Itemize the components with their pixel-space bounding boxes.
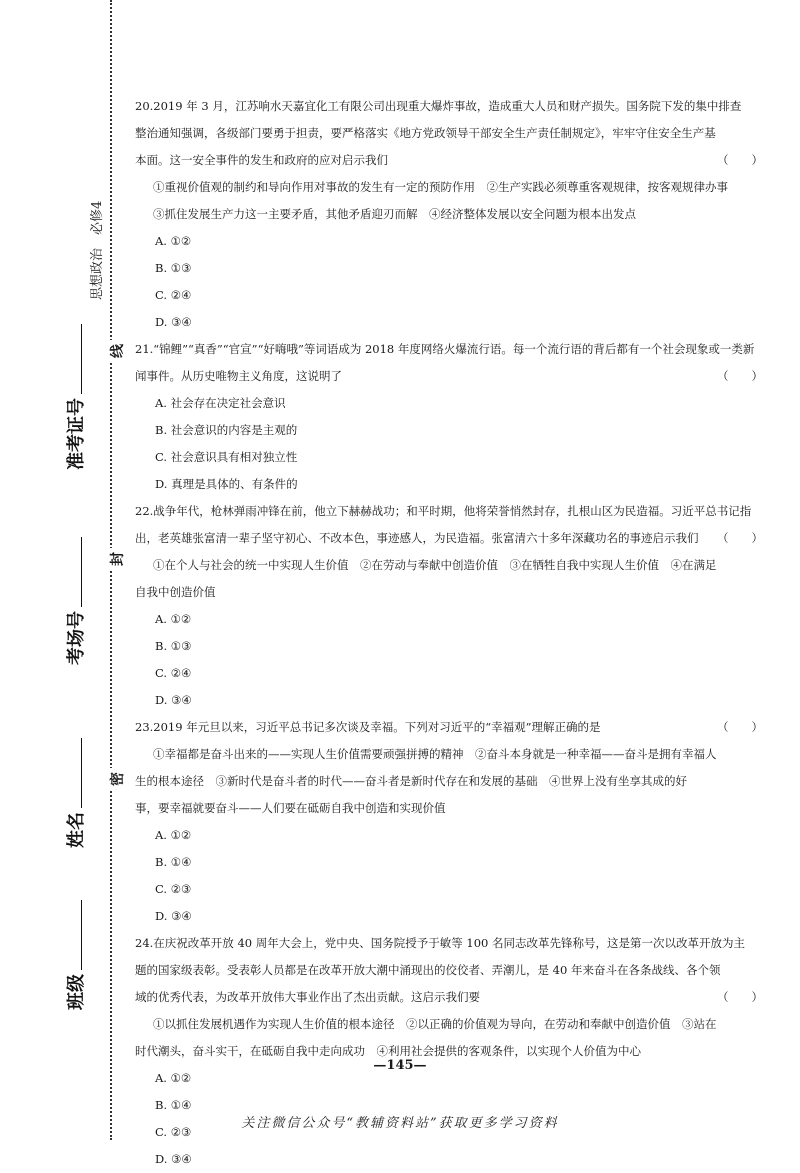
class-field[interactable] — [62, 900, 88, 1010]
option-d[interactable]: D. ③④ — [155, 693, 192, 707]
question-text: 21.“锦鲤”“真香”“官宣”“好嗨哦”等词语成为 2018 年度网络火爆流行语。每一个流行语的背后都有一个社会现象或一类新 — [135, 342, 755, 356]
options — [135, 822, 775, 930]
binding-dotted-line — [110, 0, 112, 1140]
answer-bracket[interactable]: （ ） — [717, 990, 763, 1004]
class-blank[interactable] — [81, 900, 82, 970]
answer-bracket[interactable]: （ ） — [717, 153, 763, 167]
question-23 — [135, 714, 775, 930]
statement-line: ①以抓住发展机遇作为实现人生价值的根本途径 ②以正确的价值观为导向，在劳动和奉献中创造价值 ③站在 — [153, 1017, 717, 1031]
subject-label: 思想政治 必修4 — [90, 200, 105, 300]
options — [135, 228, 775, 336]
option-c[interactable]: C. ②③ — [155, 882, 192, 896]
question-text: 出，老英雄张富清一辈子坚守初心、不改本色，事迹感人，为民造福。张富清六十多年深藏功名的事迹启示我们 （ ） — [135, 525, 775, 552]
footer-note: 关注微信公众号“教辅资料站”获取更多学习资料 — [241, 1116, 559, 1131]
option-b[interactable]: B. ①③ — [155, 261, 192, 275]
exam-room-label: 考场号 — [66, 611, 87, 665]
options — [135, 390, 775, 498]
option-c[interactable]: C. ②③ — [155, 1125, 192, 1139]
ticket-number-field[interactable] — [62, 324, 88, 470]
option-c[interactable]: C. ②④ — [155, 288, 192, 302]
option-a[interactable]: A. ①② — [155, 612, 192, 626]
question-22 — [135, 498, 775, 714]
question-text: 24.在庆祝改革开放 40 周年大会上，党中央、国务院授予于敏等 100 名同志改革先锋称号，这是第一次以改革开放为主 — [135, 936, 745, 950]
statement-line: ①幸福都是奋斗出来的——实现人生价值需要顽强拼搏的精神 ②奋斗本身就是一种幸福——奋斗是拥有幸福人 — [153, 747, 717, 761]
exam-room-field[interactable] — [62, 537, 88, 665]
statement-line: ③抓住发展生产力这一主要矛盾，其他矛盾迎刃而解 ④经济整体发展以安全问题为根本出发点 — [153, 207, 636, 221]
statement-line: ①在个人与社会的统一中实现人生价值 ②在劳动与奉献中创造价值 ③在牺牲自我中实现人生价值 ④在满足 — [153, 558, 717, 572]
question-text: 本面。这一安全事件的发生和政府的应对启示我们 （ ） — [135, 147, 775, 174]
option-b[interactable]: B. ①④ — [155, 855, 192, 869]
option-d[interactable]: D. ③④ — [155, 909, 192, 923]
option-d[interactable]: D. ③④ — [155, 1152, 192, 1166]
exam-room-blank[interactable] — [81, 537, 82, 607]
option-d[interactable]: D. 真理是具体的、有条件的 — [155, 477, 298, 491]
option-d[interactable]: D. ③④ — [155, 315, 192, 329]
name-field[interactable] — [62, 738, 88, 848]
option-a[interactable]: A. 社会存在决定社会意识 — [155, 396, 286, 410]
option-b[interactable]: B. 社会意识的内容是主观的 — [155, 423, 298, 437]
line-mark: 线 — [107, 340, 127, 362]
option-c[interactable]: C. ②④ — [155, 666, 192, 680]
option-b[interactable]: B. ①③ — [155, 639, 192, 653]
statement-line: 时代潮头，奋斗实干，在砥砺自我中走向成功 ④利用社会提供的客观条件，以实现个人价值为中心 — [135, 1044, 641, 1058]
statement-line: ①重视价值观的制约和导向作用对事故的发生有一定的预防作用 ②生产实践必须尊重客观规律，按客观规律办事 — [153, 180, 728, 194]
option-a[interactable]: A. ①② — [155, 234, 192, 248]
question-text: 22.战争年代，枪林弹雨冲锋在前，他立下赫赫战功；和平时期，他将荣誉悄然封存，扎根山区为民造福。习近平总书记指 — [135, 504, 752, 518]
options — [135, 606, 775, 714]
name-blank[interactable] — [81, 738, 82, 808]
seal-mark: 封 — [107, 548, 127, 570]
ticket-number-label: 准考证号 — [66, 398, 87, 470]
question-24 — [135, 930, 775, 1173]
page-number: —145— — [373, 1058, 427, 1073]
answer-bracket[interactable]: （ ） — [717, 369, 763, 383]
question-text: 题的国家级表彰。受表彰人员都是在改革开放大潮中涌现出的佼佼者、弄潮儿，是 40 年来奋斗在各条战线、各个领 — [135, 963, 721, 977]
statement-line: 自我中创造价值 — [135, 585, 216, 599]
answer-bracket[interactable]: （ ） — [717, 720, 763, 734]
option-c[interactable]: C. 社会意识具有相对独立性 — [155, 450, 298, 464]
option-a[interactable]: A. ①② — [155, 1071, 192, 1085]
question-text: 域的优秀代表，为改革开放伟大事业作出了杰出贡献。这启示我们要 （ ） — [135, 984, 775, 1011]
ticket-number-blank[interactable] — [81, 324, 82, 394]
question-text: 闻事件。从历史唯物主义角度，这说明了 （ ） — [135, 363, 775, 390]
question-20 — [135, 93, 775, 336]
question-21 — [135, 336, 775, 498]
secret-mark: 密 — [107, 768, 127, 790]
question-text: 23.2019 年元旦以来，习近平总书记多次谈及幸福。下列对习近平的“幸福观”理解正确的是 （ ） — [135, 714, 775, 741]
question-list — [135, 93, 775, 1173]
answer-bracket[interactable]: （ ） — [717, 531, 763, 545]
name-label: 姓名 — [66, 812, 87, 848]
statement-line: 事，要幸福就要奋斗——人们要在砥砺自我中创造和实现价值 — [135, 801, 446, 815]
option-b[interactable]: B. ①④ — [155, 1098, 192, 1112]
question-text: 整治通知强调，各级部门要勇于担责，要严格落实《地方党政领导干部安全生产责任制规定》，牢牢守住安全生产基 — [135, 126, 716, 140]
class-label: 班级 — [66, 974, 87, 1010]
statement-line: 生的根本途径 ③新时代是奋斗者的时代——奋斗者是新时代存在和发展的基础 ④世界上没有坐享其成的好 — [135, 774, 687, 788]
question-text: 20.2019 年 3 月，江苏响水天嘉宜化工有限公司出现重大爆炸事故，造成重大人员和财产损失。国务院下发的集中排查 — [135, 99, 742, 113]
option-a[interactable]: A. ①② — [155, 828, 192, 842]
